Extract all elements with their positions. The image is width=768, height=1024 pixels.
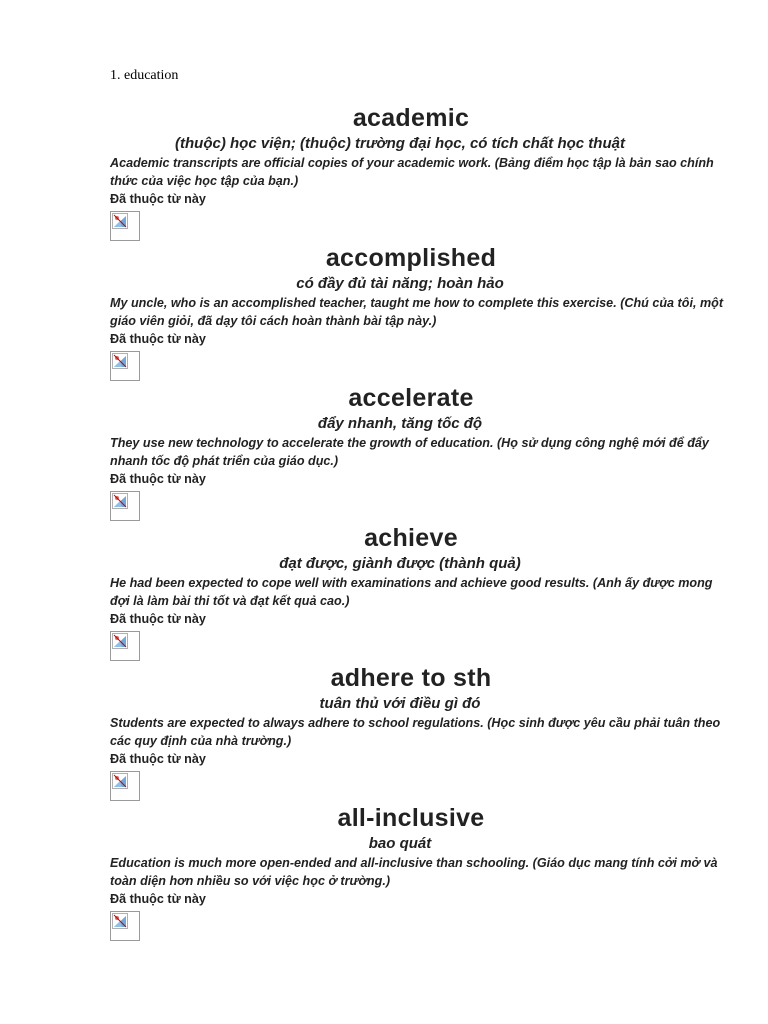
vocab-meaning: đẩy nhanh, tăng tốc độ	[317, 415, 483, 432]
learned-label[interactable]: Đã thuộc từ này	[110, 192, 206, 206]
vocab-meaning: bao quát	[368, 835, 432, 852]
broken-image-icon	[110, 351, 140, 381]
vocab-example: They use new technology to accelerate the growth of education. (Họ sử dụng công nghệ mới để đẩy nhanh tốc độ phát triển của giáo dục.)	[110, 436, 709, 468]
learned-label[interactable]: Đã thuộc từ này	[110, 892, 206, 906]
vocab-example: My uncle, who is an accomplished teacher, taught me how to complete this exercise. (Chú của tôi, một giáo viên giỏi, đã dạy tôi cách hoàn thành bài tập này.)	[110, 296, 724, 328]
vocab-entry	[0, 802, 768, 942]
vocab-entry	[0, 662, 768, 802]
vocab-word: accomplished	[325, 244, 497, 272]
vocab-meaning: đạt được, giành được (thành quả)	[279, 555, 521, 572]
vocab-example: Students are expected to always adhere to school regulations. (Học sinh được yêu cầu phải tuân theo các quy định của nhà trường.)	[110, 716, 721, 748]
learned-label[interactable]: Đã thuộc từ này	[110, 612, 206, 626]
vocab-example: He had been expected to cope well with examinations and achieve good results. (Anh ấy được mong đợi là làm bài thi tốt và đạt kết quả cao.)	[110, 576, 713, 608]
vocab-entry	[0, 242, 768, 382]
learned-label[interactable]: Đã thuộc từ này	[110, 752, 206, 766]
vocab-word: accelerate	[348, 384, 474, 412]
vocab-example: Education is much more open-ended and all-inclusive than schooling. (Giáo dục mang tính cởi mở và toàn diện hơn nhiều so với việc học ở trường.)	[110, 856, 718, 888]
vocab-word: all-inclusive	[337, 804, 485, 832]
vocab-word: achieve	[364, 524, 458, 552]
vocab-word: adhere to sth	[330, 664, 492, 692]
vocab-entry	[0, 522, 768, 662]
broken-image-icon	[110, 491, 140, 521]
broken-image-icon	[110, 771, 140, 801]
broken-image-icon	[110, 911, 140, 941]
vocab-meaning: có đầy đủ tài năng; hoàn hảo	[296, 275, 504, 292]
broken-image-icon	[110, 211, 140, 241]
vocab-word: academic	[352, 104, 470, 132]
vocab-meaning: (thuộc) học viện; (thuộc) trường đại học, có tích chất học thuật	[175, 135, 625, 152]
vocab-entry	[0, 382, 768, 522]
section-heading: 1. education	[110, 68, 179, 83]
vocab-meaning: tuân thủ với điều gì đó	[319, 695, 481, 712]
vocab-entry	[0, 102, 768, 242]
vocab-example: Academic transcripts are official copies of your academic work. (Bảng điểm học tập là bản sao chính thức của việc học tập của bạn.)	[110, 156, 714, 188]
broken-image-icon	[110, 631, 140, 661]
learned-label[interactable]: Đã thuộc từ này	[110, 472, 206, 486]
learned-label[interactable]: Đã thuộc từ này	[110, 332, 206, 346]
